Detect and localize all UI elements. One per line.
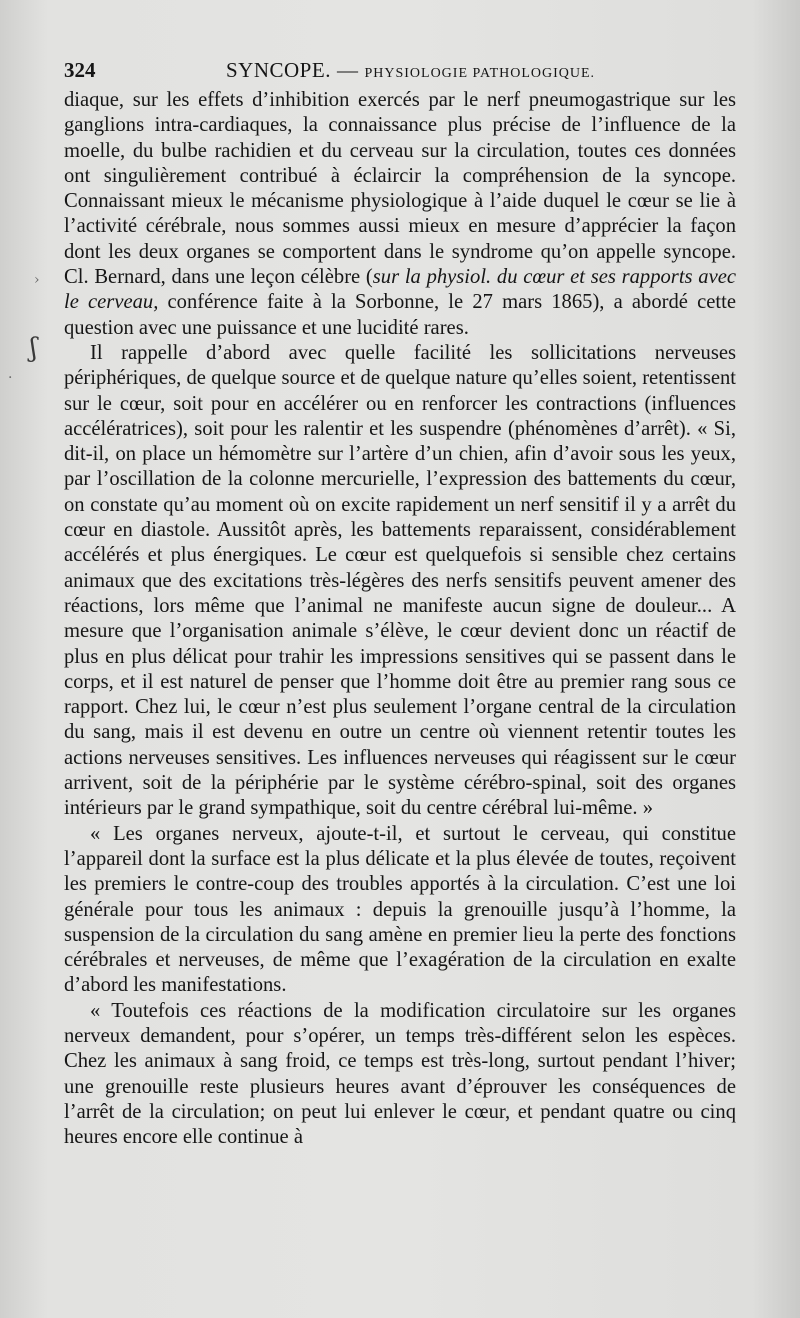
paragraph-3: « Les organes nerveux, ajoute-t-il, et surtout le cerveau, qui constitue l’appareil dont la surface est la plus délicate et la plus élevée de toutes, reçoivent les premiers le contre-coup des troubles apportés à la circulation. C’est une loi générale pour tous les animaux : depuis la grenouille jusqu’à l’homme, la suspension de la circulation du sang amène en premier lieu la perte des fonctions cérébrales et nerveuses, de même que l’exagération de la circulation en exalte d’abord les manifestations. bbox=[64, 822, 736, 997]
paragraph-4: « Toutefois ces réactions de la modification circulatoire sur les organes nerveux demandent, pour s’opérer, un temps très-différent selon les espèces. Chez les animaux à sang froid, ce temps est très-long, surtout pendant l’hiver; une grenouille reste plusieurs heures avant d’éprouver les conséquences de l’arrêt de la circulation; on peut lui enlever le cœur, et pendant quatre ou cinq heures encore elle continue à bbox=[64, 999, 736, 1149]
ink-mark: ʃ bbox=[30, 333, 38, 363]
title-dash: — bbox=[336, 58, 359, 82]
margin-speck: › bbox=[34, 272, 40, 288]
chapter-title: SYNCOPE. bbox=[226, 58, 331, 82]
section-title: PHYSIOLOGIE PATHOLOGIQUE. bbox=[364, 66, 596, 81]
running-title bbox=[226, 58, 595, 83]
italic-reference: sur la physiol. du cœur et ses rapports avec le cerveau, bbox=[64, 266, 736, 314]
running-header bbox=[64, 58, 736, 86]
body-text bbox=[64, 88, 736, 1150]
paragraph-1: diaque, sur les effets d’inhibition exercés par le nerf pneumogastrique sur les ganglions intra-cardiaques, la connaissance plus précise de l’influence de la moelle, du bulbe rachidien et du cerveau sur la circulation, toutes ces données ont singulièrement contribué à éclaircir la compréhension de la syncope. Connaissant mieux le mécanisme physiologique à l’aide duquel le cœur se lie à l’activité cérébrale, nous sommes aussi mieux en mesure d’apprécier la façon dont les deux organes se comportent dans le syndrome qu’on appelle syncope. Cl. Bernard, dans une leçon célèbre (sur la physiol. du cœur et ses rapports avec le cerveau, conférence faite à la Sorbonne, le 27 mars 1865), a abordé cette question avec une puissance et une lucidité rares. bbox=[64, 89, 736, 339]
margin-speck: · bbox=[8, 370, 13, 386]
page-number: 324 bbox=[64, 58, 96, 82]
paragraph-2: Il rappelle d’abord avec quelle facilité les sollicitations nerveuses périphériques, de quelque source et de quelque nature qu’elles soient, retentissent sur le cœur, soit pour en accélérer ou en renforcer les contractions (influences accélératrices), soit pour les ralentir et les suspendre (phénomènes d’arrêt). « Si, dit-il, on place un hémomètre sur l’artère d’un chien, afin d’avoir sous les yeux, par l’oscillation de la colonne mercurielle, l’expression des battements du cœur, on constate qu’au moment où on excite rapidement un nerf sensitif il y a arrêt du cœur en diastole. Aussitôt après, les battements reparaissent, considérablement accélérés et plus énergiques. Le cœur est quelquefois si sensible chez certains animaux que des excitations très-légères des nerfs sensitifs peuvent amener des réactions, lors même que l’animal ne manifeste aucun signe de douleur... A mesure que l’organisation animale s’élève, le cœur devient donc un réactif de plus en plus délicat pour trahir les impressions sensitives qui se passent dans le corps, et il est naturel de penser que l’homme doit être au premier rang sous ce rapport. Chez lui, le cœur n’est plus seulement l’organe central de la circulation du sang, mais il est devenu en outre un centre où viennent retentir toutes les actions nerveuses sensitives. Les influences nerveuses qui réagissent sur le cœur arrivent, soit de la périphérie par le système cérébro-spinal, soit des organes intérieurs par le grand sympathique, soit du centre cérébral lui-même. » bbox=[64, 341, 736, 820]
